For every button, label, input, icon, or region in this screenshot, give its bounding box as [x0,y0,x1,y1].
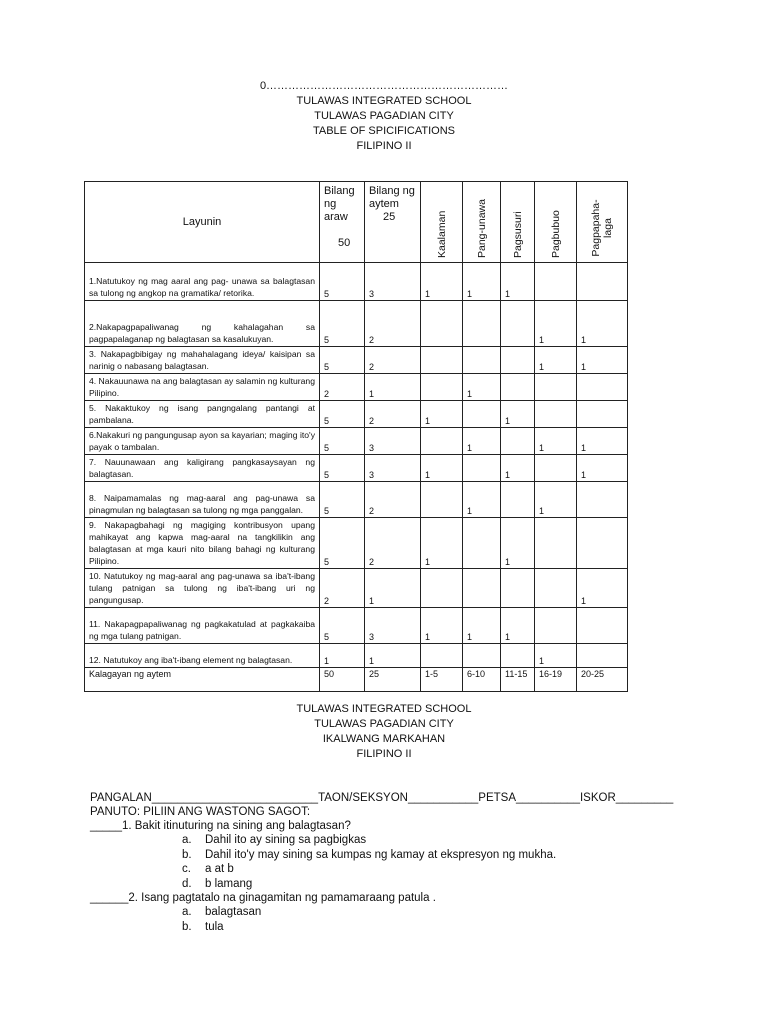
document-header [0,79,768,154]
table-row [85,569,628,608]
araw-cell: 5 [320,518,365,569]
level-cell [463,644,501,668]
pagbubuo-label: Pagbubuo [549,210,562,258]
table-row [85,374,628,401]
araw-label: Bilang ng araw [324,185,355,223]
level-cell: 1 [501,455,535,482]
level-cell [501,644,535,668]
table-row [85,428,628,455]
level-cell [463,347,501,374]
answer-choice [182,906,261,918]
table-row [85,263,628,301]
layunin-cell: 1.Natutukoy ng mag aaral ang pag- unawa sa balagtasan sa tulong ng angkop na gramatika/ retorika. [85,263,320,301]
level-cell: 1 [577,428,628,455]
level-cell [421,374,463,401]
layunin-cell: 2.Nakapagpapaliwanag ng kahalagahan sa pagpapalaganap ng balagtasan sa kasalukuyan. [85,301,320,347]
answer-choice [182,921,224,933]
answer-choice [182,834,366,846]
footer-range: 1-5 [421,668,463,692]
level-cell: 1 [577,301,628,347]
table-row [85,301,628,347]
araw-total: 50 [338,237,351,249]
column-header-pang-unawa [463,182,501,263]
quiz-subject: FILIPINO II [356,748,412,760]
level-cell [577,518,628,569]
layunin-cell: 8. Naipamamalas ng mag-aaral ang pag-unawa sa pinagmulan ng balagtasan sa tulong ng mga panggalan. [85,482,320,518]
level-cell [577,263,628,301]
table-body [85,263,628,692]
level-cell: 1 [463,374,501,401]
araw-cell: 2 [320,374,365,401]
aytem-total: 25 [383,211,396,223]
column-header-layunin: Layunin [85,182,320,263]
choice-text: tula [205,920,224,933]
choice-text: a at b [205,863,234,875]
level-cell: 1 [577,455,628,482]
table-row [85,644,628,668]
footer-aytem: 25 [365,668,421,692]
aytem-cell: 1 [365,644,421,668]
table-row [85,518,628,569]
table-header-row [85,182,628,263]
aytem-cell: 1 [365,569,421,608]
column-header-aytem [365,182,421,263]
choice-letter: d. [182,877,192,890]
araw-cell: 5 [320,608,365,644]
araw-cell: 5 [320,347,365,374]
level-cell [421,428,463,455]
footer-range: 20-25 [577,668,628,692]
kaalaman-label: Kaalaman [435,210,448,258]
level-cell [577,644,628,668]
layunin-cell: 5. Nakaktukoy ng isang pangngalang pantangi at pambalana. [85,401,320,428]
choice-letter: a. [182,906,192,918]
answer-choice [182,878,252,890]
aytem-label: Bilang ng aytem [369,185,415,210]
column-header-pagpapahalaga [577,182,628,263]
level-cell [577,401,628,428]
level-cell [535,608,577,644]
araw-cell: 5 [320,263,365,301]
level-cell [463,518,501,569]
aytem-cell: 3 [365,455,421,482]
student-info-line: PANGALAN__________________________TAON/SEKSYON___________PETSA__________ISKOR_________ [90,792,674,804]
aytem-cell: 3 [365,263,421,301]
quiz-school-name: TULAWAS INTEGRATED SCHOOL [296,703,472,715]
choice-letter: b. [182,848,192,861]
subject-title: FILIPINO II [356,140,412,152]
level-cell [535,455,577,482]
table-row [85,347,628,374]
footer-range: 16-19 [535,668,577,692]
table-row [85,482,628,518]
table-row [85,608,628,644]
quiz-school-city: TULAWAS PAGADIAN CITY [314,718,454,730]
layunin-cell: 10. Natutukoy ng mag-aaral ang pag-unawa sa iba't-ibang tulang patnigan sa tulong ng iba't-ibang uri ng pangungusap. [85,569,320,608]
level-cell [463,401,501,428]
pagpapahalaga-label: Pagpapaha-laga [590,199,614,257]
level-cell [501,347,535,374]
pang-unawa-label: Pang-unawa [475,199,488,258]
level-cell: 1 [501,518,535,569]
level-cell: 1 [501,401,535,428]
question-1: _____1. Bakit itinuturing na sining ang balagtasan? [90,820,351,832]
level-cell: 1 [577,347,628,374]
aytem-cell: 2 [365,347,421,374]
level-cell [501,301,535,347]
level-cell [577,482,628,518]
level-cell: 1 [577,569,628,608]
question-2: ______2. Isang pagtatalo na ginagamitan ng pamamaraang patula . [90,892,436,904]
level-cell: 1 [421,401,463,428]
column-header-pagbubuo [535,182,577,263]
footer-range: 11-15 [501,668,535,692]
choice-letter: c. [182,863,191,875]
araw-cell: 5 [320,301,365,347]
footer-araw: 50 [320,668,365,692]
table-footer-row [85,668,628,692]
level-cell: 1 [463,428,501,455]
column-header-pagsusuri [501,182,535,263]
choice-text: balagtasan [205,906,262,918]
pagsusuri-label: Pagsusuri [511,211,524,258]
table-row [85,455,628,482]
aytem-cell: 2 [365,482,421,518]
aytem-cell: 3 [365,428,421,455]
footer-label: Kalagayan ng aytem [85,668,320,692]
level-cell [535,374,577,401]
aytem-cell: 1 [365,374,421,401]
level-cell: 1 [535,301,577,347]
layunin-cell: 4. Nakauunawa na ang balagtasan ay salamin ng kulturang Pilipino. [85,374,320,401]
level-cell [535,518,577,569]
choice-text: Dahil ito ay sining sa pagbigkas [205,834,367,846]
layunin-cell: 3. Nakapagbibigay ng mahahalagang ideya/ kaisipan sa narinig o nabasang balagtasan. [85,347,320,374]
instructions: PANUTO: PILIIN ANG WASTONG SAGOT: [90,806,311,818]
level-cell [501,428,535,455]
araw-cell: 5 [320,455,365,482]
level-cell: 1 [421,518,463,569]
araw-cell: 2 [320,569,365,608]
layunin-cell: 12. Natutukoy ang iba't-ibang element ng balagtasan. [85,644,320,668]
araw-cell: 5 [320,401,365,428]
level-cell [421,644,463,668]
school-name: TULAWAS INTEGRATED SCHOOL [296,95,472,107]
choice-letter: a. [182,834,192,846]
layunin-cell: 7. Nauunawaan ang kaligirang pangkasaysayan ng balagtasan. [85,455,320,482]
table-row [85,401,628,428]
answer-choice [182,863,234,875]
level-cell: 1 [463,263,501,301]
level-cell [421,482,463,518]
level-cell [421,569,463,608]
layunin-cell: 9. Nakapagbahagi ng magiging kontribusyon upang mahikayat ang kapwa mag-aaral na tangkilikin ang balagtasan at mga kauri nito bilang bahagi ng kulturang Pilipino. [85,518,320,569]
choice-text: b lamang [205,877,253,890]
level-cell [535,569,577,608]
level-cell: 1 [501,608,535,644]
level-cell [535,263,577,301]
level-cell [463,569,501,608]
level-cell [421,301,463,347]
level-cell: 1 [535,428,577,455]
choice-letter: b. [182,920,192,933]
level-cell: 1 [501,263,535,301]
level-cell: 1 [535,347,577,374]
specification-table [84,181,628,692]
column-header-araw [320,182,365,263]
level-cell [463,301,501,347]
aytem-cell: 2 [365,401,421,428]
quiz-header [0,702,768,762]
level-cell [577,608,628,644]
level-cell [501,482,535,518]
level-cell [421,347,463,374]
layunin-cell: 11. Nakapagpapaliwanag ng pagkakatulad at pagkakaiba ng mga tulang patnigan. [85,608,320,644]
level-cell [501,569,535,608]
aytem-cell: 2 [365,301,421,347]
aytem-cell: 3 [365,608,421,644]
level-cell [463,455,501,482]
level-cell [535,401,577,428]
araw-cell: 5 [320,428,365,455]
level-cell: 1 [463,608,501,644]
level-cell: 1 [535,644,577,668]
level-cell [577,374,628,401]
level-cell: 1 [421,263,463,301]
footer-range: 6-10 [463,668,501,692]
level-cell: 1 [463,482,501,518]
level-cell: 1 [421,608,463,644]
answer-choice [182,849,556,861]
aytem-cell: 2 [365,518,421,569]
document-title: TABLE OF SPICIFICATIONS [312,125,455,137]
level-cell: 1 [421,455,463,482]
header-dotted-line: 0………………………………………………………… [259,80,509,92]
araw-cell: 1 [320,644,365,668]
level-cell: 1 [535,482,577,518]
school-city: TULAWAS PAGADIAN CITY [314,110,454,122]
layunin-cell: 6.Nakakuri ng pangungusap ayon sa kayarian; maging ito'y payak o tambalan. [85,428,320,455]
level-cell [501,374,535,401]
column-header-kaalaman [421,182,463,263]
araw-cell: 5 [320,482,365,518]
choice-text: Dahil ito'y may sining sa kumpas ng kamay at ekspresyon ng mukha. [205,848,557,861]
quiz-quarter: IKALWANG MARKAHAN [322,733,446,745]
